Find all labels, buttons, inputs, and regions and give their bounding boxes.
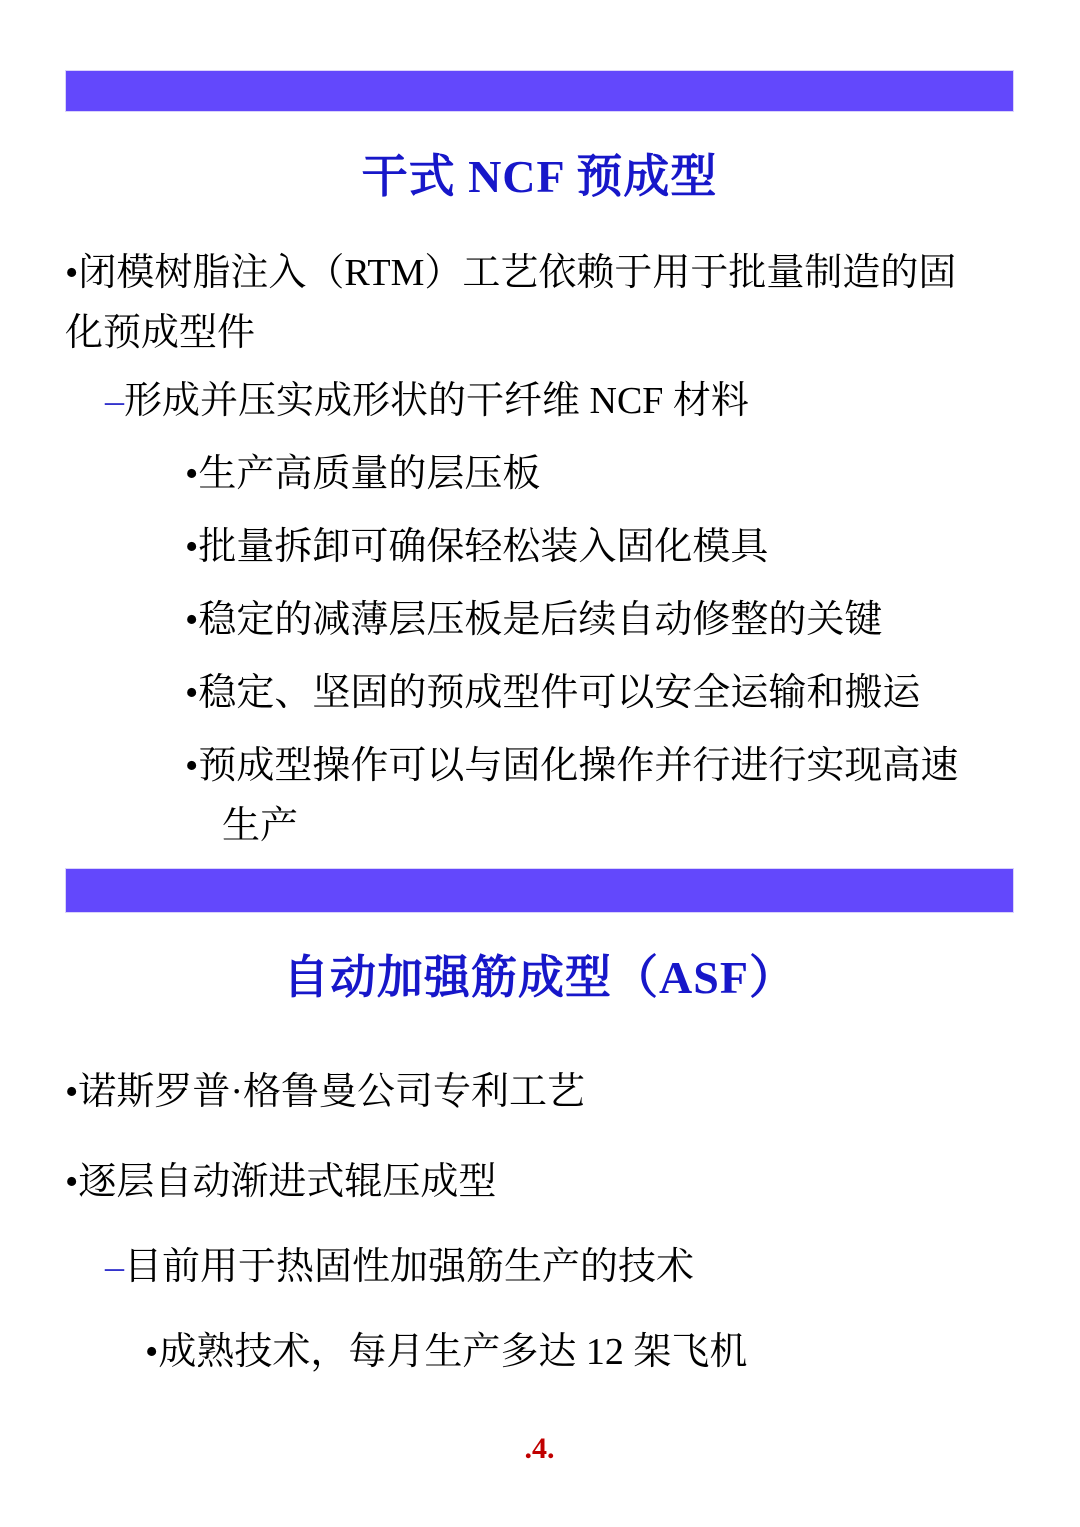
section-divider-bar: [65, 868, 1014, 913]
bullet-item: [185, 663, 977, 723]
bullet-text: 稳定、坚固的预成型件可以安全运输和搬运: [198, 672, 921, 714]
bullet-item: [105, 1237, 1014, 1297]
bullet-text: 稳定的减薄层压板是后续自动修整的关键: [198, 599, 883, 641]
bullet-text: 批量拆卸可确保轻松装入固化模具: [198, 526, 769, 568]
bullet-item: [105, 371, 1014, 431]
bullet-icon: •: [65, 1161, 79, 1203]
bullet-icon: •: [185, 672, 199, 714]
bullet-icon: •: [145, 1331, 159, 1373]
bullet-icon: •: [65, 1071, 79, 1113]
section-divider-bar: [65, 70, 1014, 112]
bullet-icon: •: [185, 526, 199, 568]
dash-icon: –: [105, 380, 124, 422]
bullet-text: 目前用于热固性加强筋生产的技术: [124, 1246, 695, 1288]
bullet-text: 逐层自动渐进式辊压成型: [78, 1161, 497, 1203]
bullet-icon: •: [185, 599, 199, 641]
page-number-label: .4.: [524, 1432, 555, 1465]
bullet-icon: •: [65, 252, 79, 294]
bullet-item: [145, 1322, 1014, 1382]
bullet-text: 形成并压实成形状的干纤维 NCF 材料: [124, 380, 749, 422]
section-title: 自动加强筋成型（ASF）: [283, 952, 796, 1003]
dash-icon: –: [105, 1246, 124, 1288]
bullet-icon: •: [185, 453, 199, 495]
bullet-text: 闭模树脂注入（RTM）工艺依赖于用于批量制造的固化预成型件: [65, 252, 957, 354]
bullet-item: [185, 736, 977, 856]
slide-content: [65, 70, 1014, 1466]
bullet-item: [185, 590, 977, 650]
bullet-item: [185, 517, 977, 577]
bullet-item: [65, 243, 975, 363]
bullet-item: [65, 1062, 1014, 1122]
bullet-item: [185, 444, 977, 504]
bullet-text: 预成型操作可以与固化操作并行进行实现高速生产: [198, 745, 959, 847]
section-title: 干式 NCF 预成型: [361, 151, 718, 202]
bullet-text: 生产高质量的层压板: [198, 453, 541, 495]
bullet-text: 成熟技术，每月生产多达 12 架飞机: [158, 1331, 748, 1373]
bullet-item: [65, 1152, 1014, 1212]
bullet-text: 诺斯罗普·格鲁曼公司专利工艺: [78, 1071, 585, 1113]
bullet-icon: •: [185, 745, 199, 787]
